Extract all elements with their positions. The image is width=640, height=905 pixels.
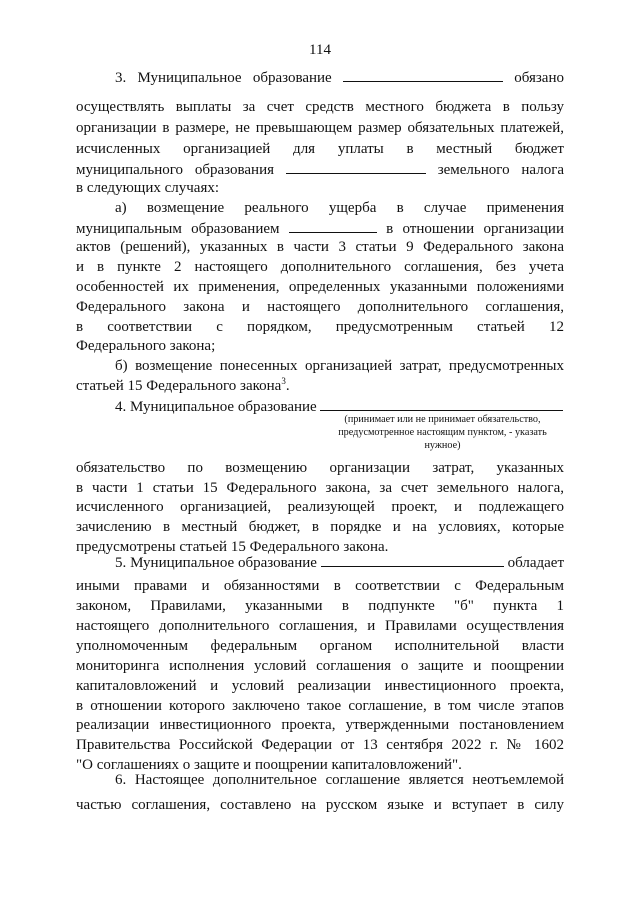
subitem-a-line-1: а) возмещение реального ущерба в случае применения <box>115 200 564 216</box>
blank-field <box>289 218 377 233</box>
text: в отношении организации <box>386 221 564 237</box>
field-hint-line-2: предусмотренное настоящим пунктом, - указать <box>338 427 547 438</box>
subitem-a-line-6: Федерального закона и настоящего дополнительного соглашения, <box>76 299 564 315</box>
page-number: 114 <box>309 42 331 58</box>
paragraph-5-line-4: настоящего дополнительного соглашения, и Правилами осуществления <box>76 618 564 634</box>
paragraph-4-line-3: в части 1 статьи 15 Федерального закона, за счет земельного налога, <box>76 480 564 496</box>
subitem-a-line-3: актов (решений), указанных в части 3 статьи 9 Федерального закона <box>76 239 564 255</box>
paragraph-5-line-3: законом, Правилами, указанными в подпункте "б" пункта 1 <box>76 598 564 614</box>
paragraph-5-line-6: мониторинга исполнения условий соглашения о защите и поощрении <box>76 658 564 674</box>
blank-field <box>286 159 426 174</box>
text: муниципальным образованием <box>76 221 280 237</box>
paragraph-4-line-5: зачислению в местный бюджет, в порядке и на условиях, которые <box>76 519 564 535</box>
paragraph-3-line-4: исчисленных организацией для уплаты в местный бюджет <box>76 141 564 157</box>
text: статьей 15 Федерального закона <box>76 378 282 394</box>
subitem-b-line-2 <box>76 377 564 397</box>
subitem-a-line-7: в соответствии с порядком, предусмотренным статьей 12 <box>76 319 564 335</box>
paragraph-5-line-2: иными правами и обязанностями в соответствии с Федеральным <box>76 578 564 594</box>
paragraph-4-line-2: обязательство по возмещению организации затрат, указанных <box>76 460 564 476</box>
text: 4. Муниципальное образование <box>115 399 317 415</box>
field-hint-line-3: нужное) <box>424 440 461 451</box>
paragraph-5-line-8: в отношении которого заключено такое соглашение, в том числе этапов <box>76 698 564 714</box>
subitem-a-line-8: Федерального закона; <box>76 338 216 354</box>
subitem-a-line-4: и в пункте 2 настоящего дополнительного соглашения, без учета <box>76 259 564 275</box>
text: . <box>285 378 290 394</box>
subitem-a-line-2 <box>76 218 564 240</box>
text: муниципального образования <box>76 162 275 178</box>
text: земельного налога <box>437 162 565 178</box>
paragraph-5-line-10: Правительства Российской Федерации от 13 сентября 2022 г. № 1602 <box>76 737 564 753</box>
paragraph-3-line-2: осуществлять выплаты за счет средств местного бюджета в пользу <box>76 99 564 115</box>
paragraph-5-line-7: капиталовложений и условий реализации инвестиционного проекта, <box>76 678 564 694</box>
paragraph-3-line-5 <box>76 159 564 181</box>
paragraph-5-line-1 <box>115 552 564 574</box>
subitem-b-line-1: б) возмещение понесенных организацией затрат, предусмотренных <box>115 358 564 374</box>
blank-field <box>343 67 503 82</box>
paragraph-3-line-3: организации в размере, не превышающем размер обязательных платежей, <box>76 120 564 136</box>
blank-field <box>321 552 504 567</box>
subitem-a-line-5: особенностей их применения, определенных указанными положениями <box>76 279 564 295</box>
paragraph-3-line-6: в следующих случаях: <box>76 180 220 196</box>
paragraph-4-line-6: предусмотрены статьей 15 Федерального закона. <box>76 539 389 555</box>
text: 3. Муниципальное образование <box>115 70 332 86</box>
text: 5. Муниципальное образование <box>115 555 317 571</box>
paragraph-3-line-1 <box>115 67 564 89</box>
paragraph-5-line-9: реализации инвестиционного проекта, утвержденными постановлением <box>76 717 564 733</box>
text: обладает <box>507 555 564 571</box>
blank-field <box>320 396 563 411</box>
paragraph-5-line-11: "О соглашениях о защите и поощрении капиталовложений". <box>76 757 462 773</box>
field-hint-line-1: (принимает или не принимает обязательство, <box>344 414 541 425</box>
footnote-ref: 3 <box>281 376 286 386</box>
paragraph-5-line-5: уполномоченным федеральным органом исполнительной власти <box>76 638 564 654</box>
paragraph-6-line-1: 6. Настоящее дополнительное соглашение является неотъемлемой <box>115 772 564 788</box>
paragraph-4-line-4: исчисленного организацией, реализующей проект, и подлежащего <box>76 499 564 515</box>
paragraph-6-line-2: частью соглашения, составлено на русском языке и вступает в силу <box>76 797 564 813</box>
text: обязано <box>514 70 564 86</box>
